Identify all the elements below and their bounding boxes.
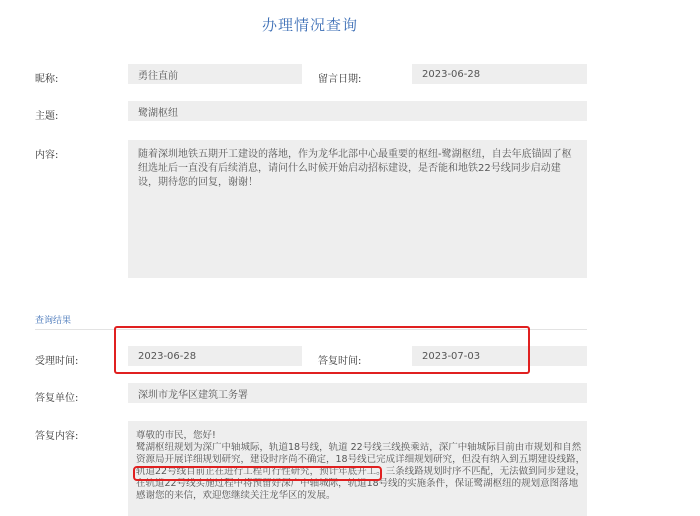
reply-line: 尊敬的市民，您好!: [136, 430, 216, 441]
subject-field: 鹭湖枢纽: [128, 101, 587, 121]
reply-content-label: 答复内容:: [35, 431, 79, 442]
reply-line: 在轨道22号线实施过程中将预留好深广中轴城际，轨道18号线的实施条件，保证鹭湖枢纽的规划意图落地: [136, 478, 579, 489]
accept-time-field: 2023-06-28: [128, 346, 302, 366]
accept-time-label: 受理时间:: [35, 356, 79, 367]
message-date-label: 留言日期:: [318, 74, 362, 85]
reply-line: 资源局开展详细规划研究，建设时序尚不确定，18号线已完成详细规划研究，但没有纳入到五期建设线路，: [136, 454, 586, 465]
reply-time-label: 答复时间:: [318, 356, 362, 367]
reply-time-field: 2023-07-03: [412, 346, 587, 366]
message-date-field: 2023-06-28: [412, 64, 587, 84]
reply-unit-label: 答复单位:: [35, 393, 79, 404]
page-title: 办理情况查询: [261, 16, 358, 34]
reply-line: 轨道22号线目前正在进行工程可行性研究，预计年底开工。三条线路规划时序不匹配，无法做到同步建设，: [136, 466, 586, 477]
nickname-label: 昵称:: [35, 74, 59, 85]
reply-unit-field: 深圳市龙华区建筑工务署: [128, 383, 587, 403]
content-field: [128, 140, 587, 278]
content-label: 内容:: [35, 150, 59, 161]
reply-line: 鹭湖枢纽规划为深广中轴城际，轨道18号线，轨道 22号线三线换乘站，深广中轴城际目前由市规划和自然: [136, 442, 582, 453]
highlight-rect-reply: [133, 466, 382, 481]
subject-label: 主题:: [35, 111, 59, 122]
nickname-field: 勇往直前: [128, 64, 302, 84]
content-text: 随着深圳地铁五期开工建设的落地，作为龙华北部中心最重要的枢纽-鹭湖枢纽，自去年底锚固了枢纽选址后一直没有后续消息，请问什么时候开始启动招标建设，是否能和地铁22号线同步启动建设，期待您的回复，谢谢！: [138, 149, 572, 188]
result-section-title: 查询结果: [35, 316, 72, 326]
highlight-rect-dates: [114, 326, 530, 374]
reply-line: 感谢您的来信，欢迎您继续关注龙华区的发展。: [136, 490, 336, 501]
